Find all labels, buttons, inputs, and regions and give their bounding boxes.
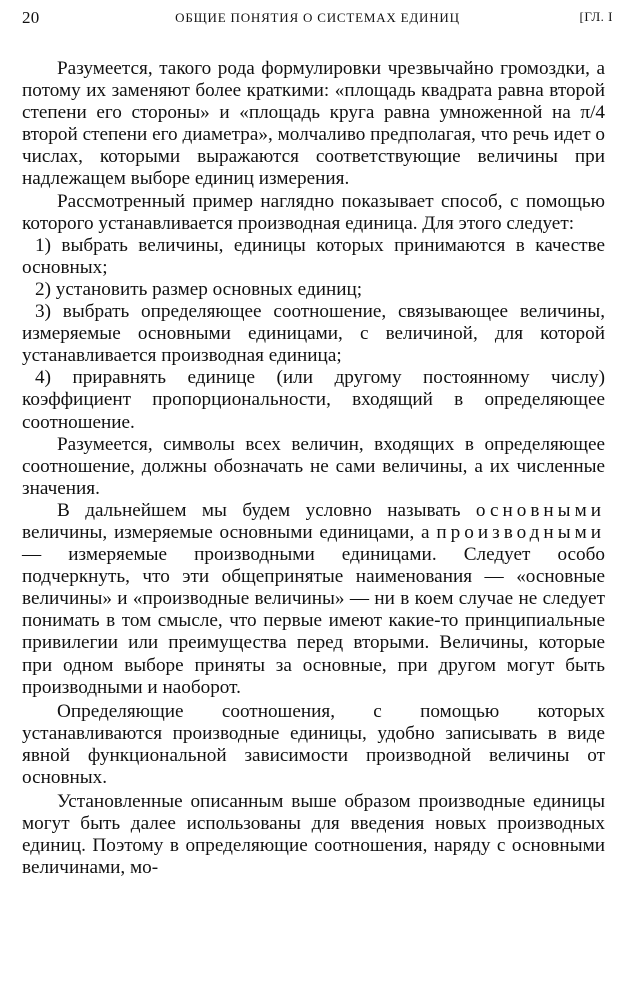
body-text xyxy=(22,58,605,879)
chapter-title: ОБЩИЕ ПОНЯТИЯ О СИСТЕМАХ ЕДИНИЦ xyxy=(175,10,460,25)
list-item: 1) выбрать величины, единицы которых принимаются в качестве основных; xyxy=(22,234,605,278)
spaced-term: основными xyxy=(475,499,605,521)
paragraph: Рассмотренный пример наглядно показывает способ, с помощью которого устанавливается производная единица. Для этого следует: xyxy=(22,190,605,234)
paragraph: Определяющие соотношения, с помощью которых устанавливаются производные единицы, удобно записывать в виде явной функциональной зависимости производной величины от основных. xyxy=(22,700,605,788)
running-head xyxy=(22,8,613,30)
spaced-term: производными xyxy=(436,521,605,543)
chapter-mark: [ГЛ. I xyxy=(579,9,613,24)
list-item: 2) установить размер основных единиц; xyxy=(35,278,363,300)
paragraph-text: В дальнейшем мы будем условно называть xyxy=(57,499,476,521)
list-item: 3) выбрать определяющее соотношение, связывающее величины, измеряемые основными единицами, с величиной, для которой устанавливается производная единица; xyxy=(22,301,605,367)
paragraph xyxy=(22,500,605,699)
page-number: 20 xyxy=(22,8,40,27)
paragraph-text: — измеряемые производными единицами. Следует особо подчеркнуть, что эти общепринятые наименования — «основные величины» и «производные величины» — ни в коем случае не следует понимать в том смысле, что первые имеют какие-то принципиальные привилегии или преимущества перед вторыми. Величины, которые при одном выборе приняты за основные, при другом могут быть производными и наоборот. xyxy=(22,544,605,698)
paragraph: Установленные описанным выше образом производные единицы могут быть далее использованы для введения новых производных единиц. Поэтому в определяющие соотношения, наряду с основными величинами, мо- xyxy=(22,791,605,879)
paragraph: Разумеется, такого рода формулировки чрезвычайно громоздки, а потому их заменяют более краткими: «площадь квадрата равна второй степени его стороны» и «площадь круга равна умноженной на π/4 второй степени его диаметра», молчаливо предполагая, что речь идет о числах, которыми выражаются соответствующие величины при надлежащем выборе единиц измерения. xyxy=(22,58,605,190)
paragraph: Разумеется, символы всех величин, входящих в определяющее соотношение, должны обозначать не сами величины, а их численные значения. xyxy=(22,433,605,499)
paragraph-text: величины, измеряемые основными единицами, а xyxy=(22,521,437,543)
list-item: 4) приравнять единице (или другому постоянному числу) коэффициент пропорциональности, входящий в определяющее соотношение. xyxy=(22,367,605,433)
